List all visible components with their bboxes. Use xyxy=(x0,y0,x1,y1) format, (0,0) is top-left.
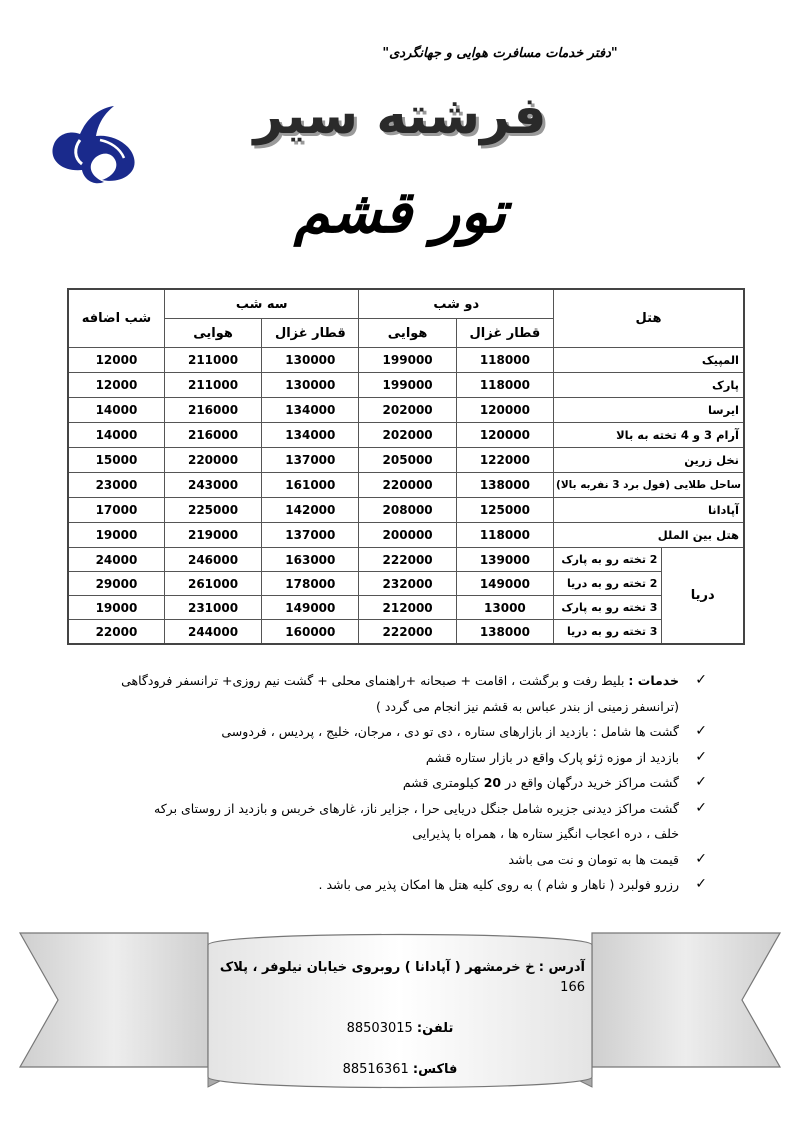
price-cell: 205000 xyxy=(359,448,456,473)
price-cell: 120000 xyxy=(456,398,553,423)
price-cell: 243000 xyxy=(164,473,261,498)
notes-list xyxy=(60,668,707,898)
list-item xyxy=(60,745,707,771)
room-type: 2 تخته رو به دریا xyxy=(554,572,662,596)
price-cell: 178000 xyxy=(262,572,359,596)
header-extra-night: شب اضافه xyxy=(68,289,164,348)
table-row xyxy=(68,498,744,523)
table-row xyxy=(68,423,744,448)
address-line xyxy=(215,958,585,998)
hotel-name: آپادانا xyxy=(554,498,744,523)
room-type: 3 تخته رو به پارک xyxy=(554,596,662,620)
price-cell: 15000 xyxy=(68,448,164,473)
checkmark-icon: ✓ xyxy=(695,748,707,765)
price-cell: 134000 xyxy=(262,398,359,423)
price-cell: 199000 xyxy=(359,348,456,373)
address-number: 166 xyxy=(560,980,585,995)
hotel-name: پارک xyxy=(554,373,744,398)
price-cell: 13000 xyxy=(456,596,553,620)
phone-line xyxy=(215,1019,585,1039)
price-cell: 14000 xyxy=(68,398,164,423)
brand-title: فرشته سیر xyxy=(253,86,547,146)
note-text: کیلومتری قشم xyxy=(402,775,480,790)
price-cell: 161000 xyxy=(262,473,359,498)
list-item xyxy=(60,796,707,847)
price-cell: 17000 xyxy=(68,498,164,523)
price-cell: 118000 xyxy=(456,373,553,398)
hotel-name: ایرسا xyxy=(554,398,744,423)
table-row xyxy=(68,448,744,473)
list-item xyxy=(60,872,707,898)
swan-logo-icon xyxy=(40,100,150,190)
services-continuation: (ترانسفر زمینی از بندر عباس به قشم نیز انجام می گردد ) xyxy=(376,698,679,714)
price-cell: 219000 xyxy=(164,523,261,548)
list-item xyxy=(60,770,707,796)
fax-number: 88516361 xyxy=(342,1062,409,1077)
price-cell: 19000 xyxy=(68,596,164,620)
price-cell: 22000 xyxy=(68,620,164,645)
fax-line xyxy=(215,1060,585,1080)
price-cell: 160000 xyxy=(262,620,359,645)
hotel-name: هتل بین الملل xyxy=(554,523,744,548)
header-two-train: قطار غزال xyxy=(456,319,553,348)
price-cell: 202000 xyxy=(359,423,456,448)
header-hotel: هتل xyxy=(554,289,744,348)
hotel-name: المپیک xyxy=(554,348,744,373)
price-cell: 137000 xyxy=(262,523,359,548)
price-cell: 222000 xyxy=(359,620,456,645)
price-cell: 14000 xyxy=(68,423,164,448)
price-cell: 199000 xyxy=(359,373,456,398)
price-cell: 225000 xyxy=(164,498,261,523)
price-cell: 220000 xyxy=(359,473,456,498)
hotel-daria-label: دریا xyxy=(662,548,744,645)
price-cell: 19000 xyxy=(68,523,164,548)
price-cell: 202000 xyxy=(359,398,456,423)
price-cell: 134000 xyxy=(262,423,359,448)
table-row xyxy=(68,523,744,548)
price-cell: 137000 xyxy=(262,448,359,473)
list-item xyxy=(60,847,707,873)
tour-title: تور قشم xyxy=(293,178,507,246)
hotel-name: ساحل طلایی (فول برد 3 نفربه بالا) xyxy=(554,473,744,498)
price-cell: 120000 xyxy=(456,423,553,448)
price-cell: 130000 xyxy=(262,348,359,373)
price-cell: 216000 xyxy=(164,423,261,448)
table-row xyxy=(68,572,744,596)
address-label: آدرس : xyxy=(538,960,585,975)
header-three-train: قطار غزال xyxy=(262,319,359,348)
header-three-nights: سه شب xyxy=(164,289,359,319)
price-cell: 29000 xyxy=(68,572,164,596)
price-cell: 122000 xyxy=(456,448,553,473)
phone-label: تلفن: xyxy=(416,1021,454,1036)
checkmark-icon: ✓ xyxy=(695,774,707,790)
header-three-air: هوایی xyxy=(164,319,261,348)
price-cell: 118000 xyxy=(456,523,553,548)
price-cell: 125000 xyxy=(456,498,553,523)
hotel-name: آرام 3 و 4 تخته به بالا xyxy=(554,423,744,448)
list-item xyxy=(60,668,707,719)
price-cell: 232000 xyxy=(359,572,456,596)
note-text: گشت مراکز دیدنی جزیره شامل جنگل دریایی حرا ، جزایر ناز، غارهای خربس و بازدید از روستای برکه xyxy=(154,800,679,816)
header-two-air: هوایی xyxy=(359,319,456,348)
price-cell: 163000 xyxy=(262,548,359,572)
services-label: خدمات : xyxy=(628,673,679,688)
header-two-nights: دو شب xyxy=(359,289,554,319)
agency-name: "دفتر خدمات مسافرت هوایی و جهانگردی" xyxy=(382,46,618,61)
price-cell: 142000 xyxy=(262,498,359,523)
price-cell: 231000 xyxy=(164,596,261,620)
checkmark-icon: ✓ xyxy=(695,799,707,816)
price-cell: 216000 xyxy=(164,398,261,423)
table-row xyxy=(68,620,744,645)
price-cell: 149000 xyxy=(456,572,553,596)
price-cell: 244000 xyxy=(164,620,261,645)
price-table xyxy=(67,288,745,645)
checkmark-icon: ✓ xyxy=(695,876,707,892)
price-cell: 138000 xyxy=(456,620,553,645)
table-row xyxy=(68,398,744,423)
price-cell: 212000 xyxy=(359,596,456,620)
price-cell: 118000 xyxy=(456,348,553,373)
price-cell: 211000 xyxy=(164,348,261,373)
price-cell: 211000 xyxy=(164,373,261,398)
table-row xyxy=(68,548,744,572)
services-text: بلیط رفت و برگشت ، اقامت + صبحانه +راهنمای محلی + گشت نیم روزی+ ترانسفر فرودگاهی xyxy=(121,673,625,688)
price-cell: 222000 xyxy=(359,548,456,572)
fax-label: فاکس: xyxy=(412,1062,458,1077)
checkmark-icon: ✓ xyxy=(695,723,707,739)
price-cell: 200000 xyxy=(359,523,456,548)
list-item xyxy=(60,719,707,745)
price-cell: 12000 xyxy=(68,348,164,373)
room-type: 3 تخته رو به دریا xyxy=(554,620,662,645)
price-cell: 23000 xyxy=(68,473,164,498)
price-cell: 220000 xyxy=(164,448,261,473)
note-continuation: خلف ، دره اعجاب انگیز ستاره ها ، همراه با پذیرایی xyxy=(412,826,679,841)
phone-number: 88503015 xyxy=(346,1021,413,1036)
price-cell: 138000 xyxy=(456,473,553,498)
price-cell: 130000 xyxy=(262,373,359,398)
hotel-name: نخل زرین xyxy=(554,448,744,473)
table-row xyxy=(68,348,744,373)
room-type: 2 تخته رو به پارک xyxy=(554,548,662,572)
note-text: بازدید از موزه ژئو پارک واقع در بازار ستاره قشم xyxy=(425,749,679,765)
price-cell: 261000 xyxy=(164,572,261,596)
checkmark-icon: ✓ xyxy=(695,850,707,867)
table-row xyxy=(68,596,744,620)
table-row xyxy=(68,473,744,498)
checkmark-icon: ✓ xyxy=(695,672,707,688)
contact-block xyxy=(215,958,585,1101)
address-text: خ خرمشهر ( آپادانا ) روبروی خیابان نیلوفر ، پلاک xyxy=(219,960,535,975)
note-text: قیمت ها به تومان و نت می باشد xyxy=(508,851,679,867)
note-text: رزرو فولبرد ( ناهار و شام ) به روی کلیه هتل ها امکان پذیر می باشد . xyxy=(318,877,679,892)
note-text: گشت مراکز خرید درگهان واقع در xyxy=(505,775,679,790)
note-number: 20 xyxy=(483,775,502,790)
price-cell: 139000 xyxy=(456,548,553,572)
price-cell: 208000 xyxy=(359,498,456,523)
table-row xyxy=(68,373,744,398)
price-cell: 246000 xyxy=(164,548,261,572)
price-cell: 12000 xyxy=(68,373,164,398)
price-cell: 149000 xyxy=(262,596,359,620)
note-text: گشت ها شامل : بازدید از بازارهای ستاره ، دی تو دی ، مرجان، خلیج ، پردیس ، فردوسی xyxy=(221,724,679,739)
price-cell: 24000 xyxy=(68,548,164,572)
